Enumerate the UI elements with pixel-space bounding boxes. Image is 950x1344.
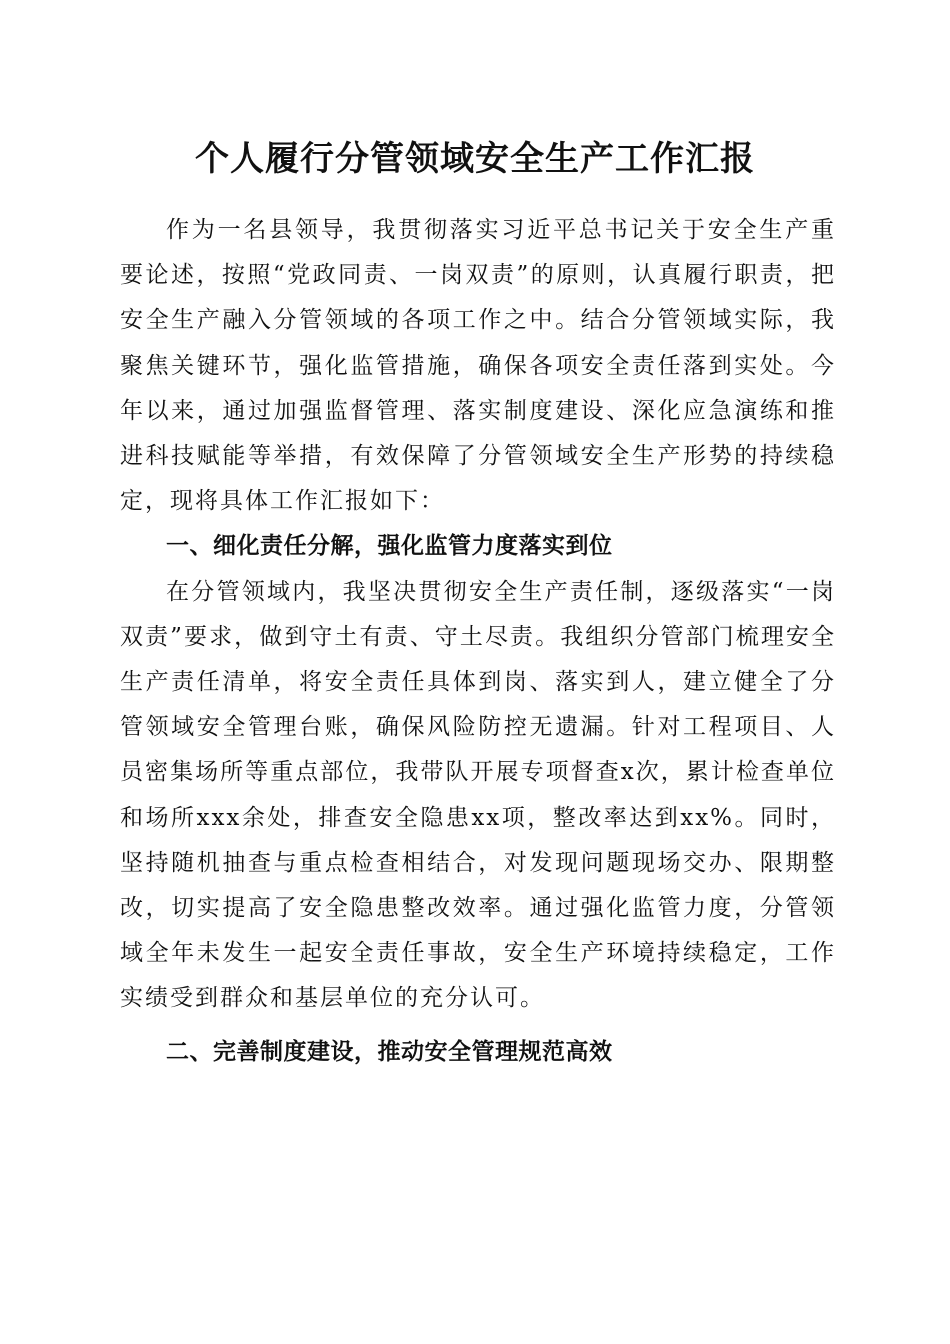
section-1-heading: 一、细化责任分解，强化监管力度落实到位 — [166, 533, 613, 560]
document-body — [120, 208, 836, 1075]
document-title: 个人履行分管领域安全生产工作汇报 — [195, 139, 755, 179]
section-1-paragraph: 在分管领域内，我坚决贯彻安全生产责任制，逐级落实“一岗双责”要求，做到守土有责、守土尽责。我组织分管部门梳理安全生产责任清单，将安全责任具体到岗、落实到人，建立健全了分管领域安全管理台账，确保风险防控无遗漏。针对工程项目、人员密集场所等重点部位，我带队开展专项督查x次，累计检查单位和场所xxx余处，排查安全隐患xx项，整改率达到xx%。同时，坚持随机抽查与重点检查相结合，对发现问题现场交办、限期整改，切实提高了安全隐患整改效率。通过强化监管力度，分管领域全年未发生一起安全责任事故，安全生产环境持续稳定，工作实绩受到群众和基层单位的充分认可。 — [120, 578, 836, 1012]
intro-paragraph: 作为一名县领导，我贯彻落实习近平总书记关于安全生产重要论述，按照“党政同责、一岗双责”的原则，认真履行职责，把安全生产融入分管领域的各项工作之中。结合分管领域实际，我聚焦关键环节，强化监管措施，确保各项安全责任落到实处。今年以来，通过加强监督管理、落实制度建设、深化应急演练和推进科技赋能等举措，有效保障了分管领域安全生产形势的持续稳定，现将具体工作汇报如下： — [120, 217, 836, 515]
section-2-heading: 二、完善制度建设，推动安全管理规范高效 — [166, 1038, 613, 1065]
